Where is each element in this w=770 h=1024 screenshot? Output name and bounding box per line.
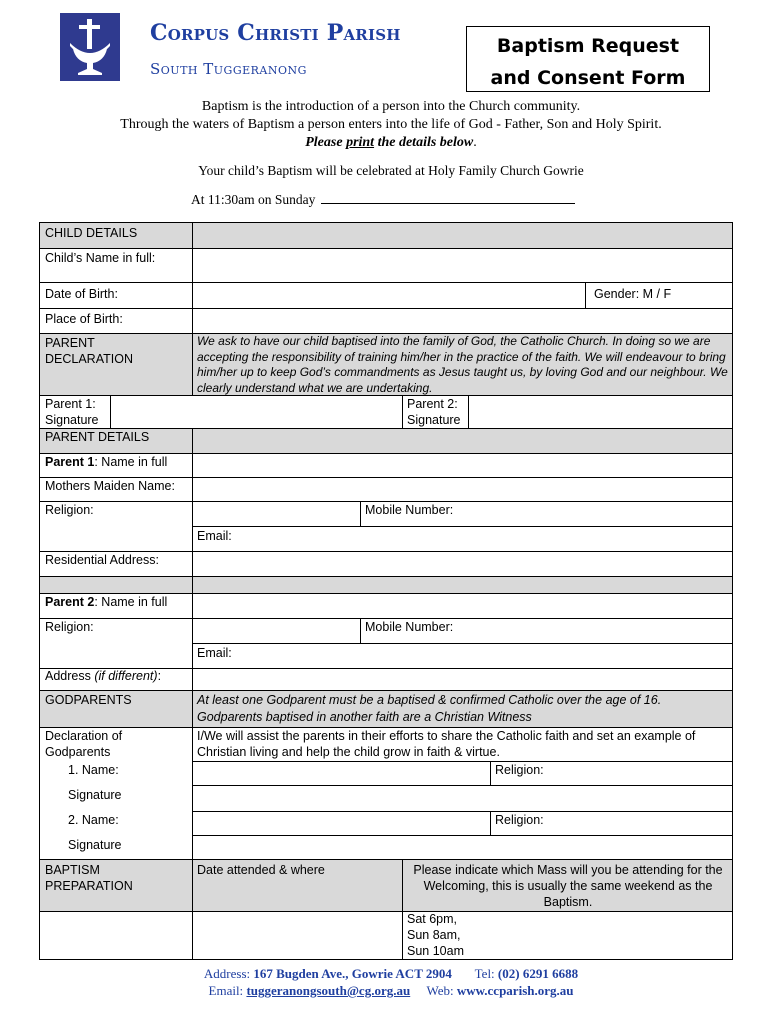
parent1-mobile-field[interactable]: Mobile Number: [365, 503, 454, 517]
place-of-birth-label: Place of Birth: [45, 312, 123, 326]
footer-email-label: Email: [208, 983, 244, 998]
footer-contact-line [0, 966, 770, 982]
parent2-email-field[interactable]: Email: [197, 646, 232, 660]
footer-web-line [0, 983, 770, 999]
footer-email-link[interactable]: tuggeranongsouth@cg.org.au [246, 983, 411, 998]
parent1-signature-line1: Parent 1: [45, 397, 96, 411]
godparents-declaration-line1: Declaration of [45, 729, 123, 743]
form-title-box [466, 26, 710, 92]
baptism-preparation-line2: PREPARATION [45, 879, 133, 893]
godparent1-name-field[interactable] [192, 761, 490, 785]
spacer-row [40, 576, 733, 593]
footer-address-value: 167 Bugden Ave., Gowrie ACT 2904 [253, 966, 452, 981]
footer-tel-value: (02) 6291 6688 [497, 966, 579, 981]
godparent1-signature-field[interactable] [192, 785, 733, 811]
parent-details-heading: PARENT DETAILS [45, 430, 150, 444]
chalice-cross-logo-icon [60, 13, 120, 81]
sunday-date-blank[interactable] [321, 193, 575, 204]
parent2-mobile-field[interactable]: Mobile Number: [365, 620, 454, 634]
godparents-declaration-label [40, 727, 192, 761]
mothers-maiden-name-label: Mothers Maiden Name: [45, 479, 175, 493]
mass-note: Please indicate which Mass will you be attending for the Welcoming, this is usually the same weekend as the Baptism. [413, 863, 723, 909]
intro-line-1: Baptism is the introduction of a person into the Church community. [201, 99, 581, 114]
parent2-signature-label [402, 395, 468, 428]
mass-options[interactable] [402, 911, 733, 960]
parent1-name-field[interactable] [192, 453, 733, 477]
godparent2-religion-field[interactable]: Religion: [495, 813, 544, 827]
parish-name: Corpus Christi Parish [150, 20, 401, 46]
godparents-declaration-line2: Godparents [45, 745, 111, 759]
place-of-birth-field[interactable] [192, 308, 733, 333]
intro-line-3-print: print [346, 135, 375, 150]
parent2-name-label-rest: : Name in full [94, 595, 168, 609]
celebration-text: Your child’s Baptism will be celebrated at Holy Family Church Gowrie [198, 163, 584, 178]
godparent2-signature-field[interactable] [192, 835, 733, 859]
preparation-blank-cell [40, 911, 192, 960]
godparents-note: At least one Godparent must be a baptised & confirmed Catholic over the age of 16. Godparents baptised in another faith are a Christian Witness [197, 693, 662, 724]
intro-line-3-period: . [473, 135, 477, 150]
parent2-name-field[interactable] [192, 593, 733, 618]
parent2-name-label [40, 593, 192, 618]
parish-subtitle: South Tuggeranong [150, 60, 307, 78]
child-details-heading: CHILD DETAILS [45, 226, 138, 240]
intro-line-3-suffix: the details below [374, 135, 474, 150]
parent2-address-label-colon: : [157, 669, 162, 683]
chalice-cross-graphic [60, 13, 120, 81]
parent2-signature-line2: Signature [407, 413, 461, 427]
sunday-label: At 11:30am on Sunday [191, 192, 316, 207]
parent1-signature-label [40, 395, 110, 428]
godparent1-name-label: 1. Name: [68, 763, 119, 777]
footer-tel-label: Tel: [474, 966, 495, 981]
footer-address-label: Address: [203, 966, 251, 981]
baptism-preparation-line1: BAPTISM [45, 863, 100, 877]
mass-option-sun-8am[interactable]: Sun 8am, [407, 928, 461, 942]
date-attended-field[interactable]: Date attended & where [197, 863, 325, 877]
intro-line-2: Through the waters of Baptism a person enters into the life of God - Father, Son and Holy Spirit. [120, 117, 662, 132]
residential-address-label: Residential Address: [45, 553, 159, 567]
baptism-form-table [39, 222, 733, 960]
mothers-maiden-name-field[interactable] [192, 477, 733, 501]
parent1-religion-field[interactable] [192, 501, 360, 526]
godparents-heading: GODPARENTS [45, 693, 132, 707]
child-name-field[interactable] [192, 248, 733, 282]
sunday-line [191, 192, 575, 208]
parent1-signature-field[interactable] [110, 395, 402, 428]
godparent1-religion-field[interactable]: Religion: [495, 763, 544, 777]
footer-web-label: Web: [426, 983, 454, 998]
parent1-name-label-rest: : Name in full [94, 455, 168, 469]
parent2-religion-label: Religion: [45, 620, 94, 634]
godparent1-signature-label: Signature [68, 788, 122, 802]
parent2-address-label-italic: (if different) [94, 669, 158, 683]
godparent2-name-field[interactable] [192, 811, 490, 835]
baptism-preparation-heading [40, 859, 192, 911]
intro-line-3 [0, 134, 770, 151]
parent2-address-label-plain: Address [45, 669, 95, 683]
dob-label: Date of Birth: [45, 287, 118, 301]
parent1-name-label [40, 453, 192, 477]
parent2-signature-field[interactable] [468, 395, 733, 428]
parent2-signature-line1: Parent 2: [407, 397, 458, 411]
intro-line-3-prefix: Please [305, 135, 347, 150]
form-title-line1: Baptism Request [496, 35, 680, 57]
form-title-line2: and Consent Form [490, 67, 686, 89]
parent2-address-label [40, 668, 192, 690]
parent-declaration-heading [40, 333, 192, 395]
residential-address-field[interactable] [192, 551, 733, 576]
gender-field[interactable]: Gender: M / F [594, 287, 672, 301]
mass-option-sat-6pm[interactable]: Sat 6pm, [407, 912, 458, 926]
parent1-religion-label: Religion: [45, 503, 94, 517]
mass-option-sun-10am[interactable]: Sun 10am [407, 944, 464, 958]
parent1-name-label-bold: Parent 1 [45, 455, 95, 469]
parent-declaration-text: We ask to have our child baptised into the family of God, the Catholic Church. In doing so we are accepting the responsibility of training him/her in the practice of the faith. We will endeavour to bring him/her up to keep God’s commandments as Jesus taught us, by loving God and our neighbour. We clearly understand what we are undertaking. [197, 334, 728, 395]
parent-declaration-heading-line1: PARENT [45, 336, 95, 350]
parent2-address-field[interactable] [192, 668, 733, 690]
godparents-declaration-text: I/We will assist the parents in their efforts to share the Catholic faith and set an example of Christian living and help the child grow in faith & virtue. [197, 729, 696, 759]
parent1-email-field[interactable]: Email: [197, 529, 232, 543]
footer-web-link[interactable]: www.ccparish.org.au [456, 983, 574, 998]
dob-field[interactable] [192, 282, 585, 308]
godparent2-signature-label: Signature [68, 838, 122, 852]
parent1-signature-line2: Signature [45, 413, 99, 427]
parent2-religion-field[interactable] [192, 618, 360, 643]
godparent2-name-label: 2. Name: [68, 813, 119, 827]
child-name-label: Child’s Name in full: [45, 251, 156, 265]
parent2-name-label-bold: Parent 2 [45, 595, 95, 609]
parent-declaration-heading-line2: DECLARATION [45, 352, 133, 366]
